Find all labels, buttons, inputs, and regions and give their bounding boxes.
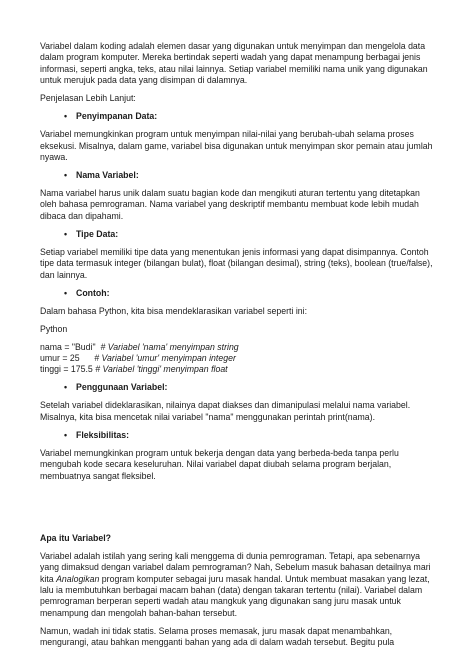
bullet-contoh <box>64 288 436 299</box>
bullet-title: Penggunaan Variabel: <box>76 382 168 393</box>
bullet-dot-icon: • <box>64 111 68 122</box>
section-body: Setelah variabel dideklarasikan, nilainya dapat diakses dan dimanipulasi melalui nama variabel. Misalnya, kita bisa mencetak nilai variabel "nama" menggunakan perintah print(nama). <box>40 400 411 422</box>
further-explanation-label: Penjelasan Lebih Lanjut: <box>40 93 136 104</box>
code-block <box>40 342 436 376</box>
bullet-tipe-data <box>64 229 436 240</box>
definition-paragraph: Variabel adalah istilah yang sering kali menggema di dunia pemrograman. Tetapi, apa sebenarnya yang dimaksud dengan variabel dalam pemrograman? Nah, Sebelum masuk bahasan detailnya mari kita Analogikan program komputer sebagai juru masak handal. Untuk membuat masakan yang lezat, lalu ia membutuhkan berbagai macam bahan (data) dengan takaran tertentu (nilai). Variabel dalam pemrograman berperan seperti wadah atau mangkuk yang digunakan sang juru masak untuk menampung dan mengolah bahan-bahan tersebut. <box>40 550 431 618</box>
bullet-penggunaan-variabel <box>64 382 436 393</box>
bullet-dot-icon: • <box>64 287 68 298</box>
code-language-label: Python <box>40 323 68 334</box>
bullet-title: Tipe Data: <box>76 228 119 239</box>
section-body: Variabel memungkinkan program untuk bekerja dengan data yang berbeda-beda tanpa perlu mengubah kode secara keseluruhan. Nilai variabel dapat diubah selama program berjalan, membuatnya sangat fleksibel. <box>40 447 399 481</box>
bullet-penyimpanan-data <box>64 111 436 122</box>
bullet-dot-icon: • <box>64 429 68 440</box>
section-body: Dalam bahasa Python, kita bisa mendeklarasikan variabel seperti ini: <box>40 305 308 316</box>
code-line: tinggi = 175.5 # Variabel 'tinggi' menyimpan float <box>40 364 228 375</box>
continuation-paragraph: Namun, wadah ini tidak statis. Selama proses memasak, juru masak dapat menambahkan, mengurangi, atau bahkan mengganti bahan yang ada di dalam wadah tersebut. Begitu pula <box>40 625 395 648</box>
bullet-title: Contoh: <box>76 287 110 298</box>
section-body: Nama variabel harus unik dalam suatu bagian kode dan mengikuti aturan tertentu yang ditetapkan oleh bahasa pemrograman. Nama variabel yang deskriptif membantu membuat kode lebih mudah dibaca dan dipahami. <box>40 188 420 221</box>
bullet-dot-icon: • <box>64 228 68 239</box>
bullet-title: Fleksibilitas: <box>76 429 130 440</box>
section-body: Variabel memungkinkan program untuk menyimpan nilai-nilai yang berubah-ubah selama proses eksekusi. Misalnya, dalam game, variabel bisa digunakan untuk menyimpan skor pemain atau jumlah nyawa. <box>40 129 433 163</box>
bullet-title: Penyimpanan Data: <box>76 111 158 122</box>
intro-paragraph: Variabel dalam koding adalah elemen dasar yang digunakan untuk menyimpan dan mengelola data dalam program komputer. Mereka bertindak seperti wadah yang dapat menampung berbagai jenis informasi, seperti angka, teks, atau nilai lainnya. Setiap variabel memiliki nama unik yang digunakan untuk merujuk pada data yang disimpan di dalamnya. <box>40 41 428 86</box>
code-line: nama = "Budi" # Variabel 'nama' menyimpan string <box>40 341 239 352</box>
bullet-fleksibilitas <box>64 430 436 441</box>
section-body: Setiap variabel memiliki tipe data yang menentukan jenis informasi yang dapat disimpannya. Contoh tipe data termasuk integer (bilangan bulat), float (bilangan desimal), string (teks), boolean (true/false), dan lainnya. <box>40 246 433 280</box>
bullet-dot-icon: • <box>64 170 68 181</box>
section-heading: Apa itu Variabel? <box>40 532 111 543</box>
bullet-title: Nama Variabel: <box>76 170 139 181</box>
bullet-nama-variabel <box>64 170 436 181</box>
section-gap <box>40 489 436 533</box>
code-line: umur = 25 # Variabel 'umur' menyimpan integer <box>40 353 236 364</box>
bullet-dot-icon: • <box>64 382 68 393</box>
